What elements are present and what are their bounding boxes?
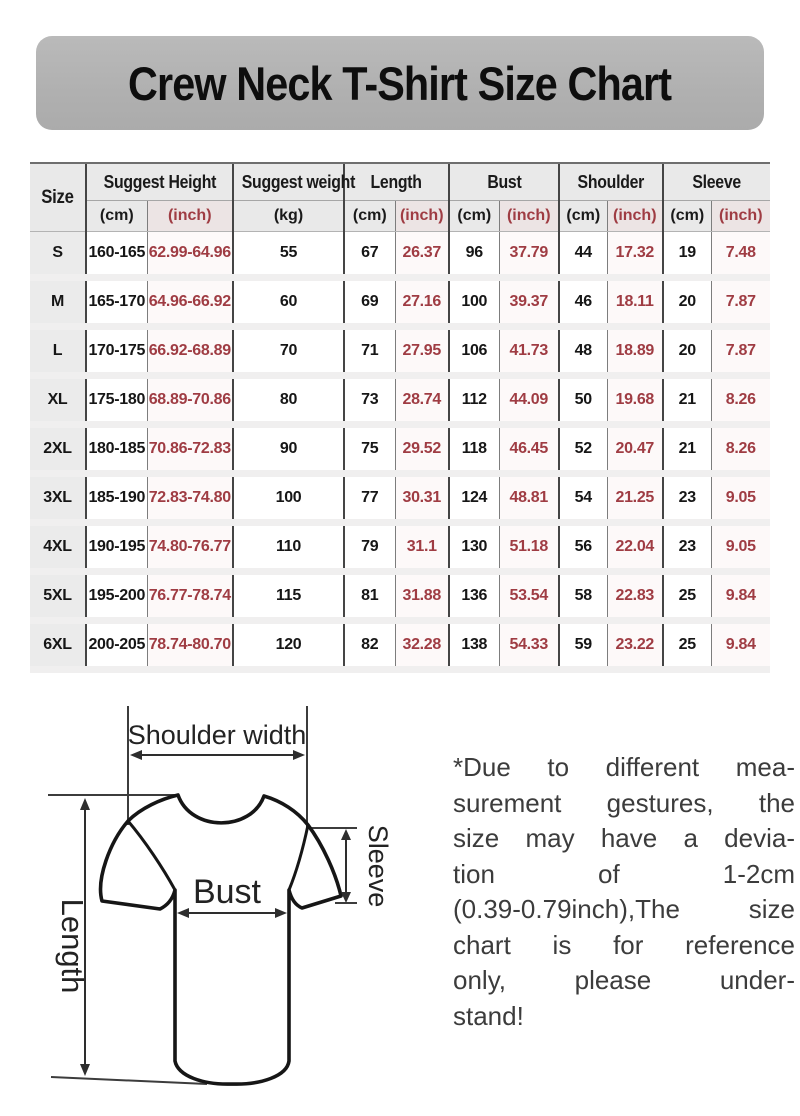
col-header-shoulder: Shoulder bbox=[559, 163, 663, 201]
cell-length-inch: 27.16 bbox=[395, 278, 449, 327]
cell-weight-kg: 120 bbox=[233, 621, 344, 670]
cell-shoulder-inch: 18.89 bbox=[607, 327, 663, 376]
cell-length-inch: 27.95 bbox=[395, 327, 449, 376]
cell-height-cm: 195-200 bbox=[86, 572, 147, 621]
cell-size-label: 6XL bbox=[30, 621, 86, 670]
cell-shoulder-inch: 20.47 bbox=[607, 425, 663, 474]
cell-sleeve-inch: 9.05 bbox=[711, 474, 770, 523]
cell-sleeve-inch: 7.87 bbox=[711, 278, 770, 327]
cell-weight-kg: 60 bbox=[233, 278, 344, 327]
cell-bust-inch: 51.18 bbox=[499, 523, 559, 572]
cell-length-inch: 31.1 bbox=[395, 523, 449, 572]
unit-shoulder-inch: (inch) bbox=[607, 201, 663, 232]
cell-sleeve-inch: 9.84 bbox=[711, 621, 770, 670]
cell-length-cm: 71 bbox=[344, 327, 395, 376]
col-header-bust: Bust bbox=[449, 163, 559, 201]
cell-size-label: 2XL bbox=[30, 425, 86, 474]
cell-shoulder-inch: 18.11 bbox=[607, 278, 663, 327]
cell-length-cm: 81 bbox=[344, 572, 395, 621]
cell-length-inch: 29.52 bbox=[395, 425, 449, 474]
sleeve-seam-right bbox=[289, 825, 308, 890]
note-line: size may have a devia- bbox=[453, 823, 795, 853]
cell-size-label: S bbox=[30, 232, 86, 278]
cell-shoulder-cm: 44 bbox=[559, 232, 607, 278]
cell-height-inch: 74.80-76.77 bbox=[147, 523, 233, 572]
table-row bbox=[30, 376, 770, 425]
cell-bust-cm: 130 bbox=[449, 523, 499, 572]
cell-bust-cm: 96 bbox=[449, 232, 499, 278]
cell-height-cm: 170-175 bbox=[86, 327, 147, 376]
cell-length-cm: 73 bbox=[344, 376, 395, 425]
table-row bbox=[30, 621, 770, 670]
arrow-head-up-icon bbox=[341, 829, 351, 840]
table-row bbox=[30, 425, 770, 474]
cell-size-label: 3XL bbox=[30, 474, 86, 523]
cell-height-cm: 175-180 bbox=[86, 376, 147, 425]
note-line: chart is for reference bbox=[453, 929, 795, 960]
cell-bust-inch: 39.37 bbox=[499, 278, 559, 327]
arrow-head-down-icon bbox=[341, 892, 351, 903]
cell-height-inch: 78.74-80.70 bbox=[147, 621, 233, 670]
cell-shoulder-cm: 46 bbox=[559, 278, 607, 327]
cell-length-inch: 26.37 bbox=[395, 232, 449, 278]
cell-sleeve-cm: 20 bbox=[663, 327, 711, 376]
cell-size-label: 5XL bbox=[30, 572, 86, 621]
cell-size-label: M bbox=[30, 278, 86, 327]
cell-weight-kg: 70 bbox=[233, 327, 344, 376]
cell-size-label: 4XL bbox=[30, 523, 86, 572]
cell-bust-cm: 112 bbox=[449, 376, 499, 425]
cell-weight-kg: 80 bbox=[233, 376, 344, 425]
cell-sleeve-inch: 8.26 bbox=[711, 376, 770, 425]
cell-shoulder-inch: 19.68 bbox=[607, 376, 663, 425]
unit-length-cm: (cm) bbox=[344, 201, 395, 232]
title-banner bbox=[36, 36, 764, 130]
page-title: Crew Neck T-Shirt Size Chart bbox=[128, 56, 672, 110]
cell-shoulder-cm: 48 bbox=[559, 327, 607, 376]
cell-sleeve-inch: 9.05 bbox=[711, 523, 770, 572]
col-header-suggest-height: Suggest Height bbox=[86, 163, 233, 201]
cell-sleeve-cm: 19 bbox=[663, 232, 711, 278]
cell-bust-inch: 48.81 bbox=[499, 474, 559, 523]
cell-weight-kg: 115 bbox=[233, 572, 344, 621]
col-header-size: Size bbox=[30, 163, 86, 232]
shoulder-width-label: Shoulder width bbox=[127, 720, 307, 750]
cell-bust-cm: 118 bbox=[449, 425, 499, 474]
cell-sleeve-cm: 21 bbox=[663, 376, 711, 425]
cell-sleeve-inch: 8.26 bbox=[711, 425, 770, 474]
cell-weight-kg: 55 bbox=[233, 232, 344, 278]
sleeve-label: Sleeve bbox=[363, 824, 393, 908]
cell-shoulder-cm: 50 bbox=[559, 376, 607, 425]
cell-height-inch: 62.99-64.96 bbox=[147, 232, 233, 278]
cell-size-label: L bbox=[30, 327, 86, 376]
note-line: only, please under- bbox=[453, 965, 795, 995]
cell-shoulder-cm: 52 bbox=[559, 425, 607, 474]
cell-shoulder-inch: 22.04 bbox=[607, 523, 663, 572]
bust-label: Bust bbox=[192, 873, 262, 911]
cell-shoulder-cm: 58 bbox=[559, 572, 607, 621]
table-row bbox=[30, 327, 770, 376]
table-row bbox=[30, 278, 770, 327]
cell-sleeve-cm: 25 bbox=[663, 621, 711, 670]
cell-bust-cm: 100 bbox=[449, 278, 499, 327]
size-chart-table bbox=[30, 162, 770, 673]
cell-sleeve-cm: 23 bbox=[663, 474, 711, 523]
cell-height-cm: 165-170 bbox=[86, 278, 147, 327]
note-line: stand! bbox=[453, 1000, 524, 1031]
arrow-head-down-icon bbox=[80, 1064, 90, 1076]
cell-length-cm: 79 bbox=[344, 523, 395, 572]
length-label: Length bbox=[55, 898, 90, 994]
unit-height-inch: (inch) bbox=[147, 201, 233, 232]
unit-bust-cm: (cm) bbox=[449, 201, 499, 232]
cell-bust-inch: 41.73 bbox=[499, 327, 559, 376]
arrow-head-up-icon bbox=[80, 798, 90, 810]
cell-height-inch: 66.92-68.89 bbox=[147, 327, 233, 376]
cell-sleeve-inch: 7.87 bbox=[711, 327, 770, 376]
col-header-sleeve: Sleeve bbox=[663, 163, 770, 201]
unit-sleeve-inch: (inch) bbox=[711, 201, 770, 232]
cell-bust-cm: 138 bbox=[449, 621, 499, 670]
arrow-head-left-icon bbox=[130, 750, 142, 760]
cell-length-inch: 28.74 bbox=[395, 376, 449, 425]
table-row bbox=[30, 474, 770, 523]
cell-height-cm: 190-195 bbox=[86, 523, 147, 572]
size-chart-body bbox=[30, 232, 770, 670]
table-header bbox=[30, 163, 770, 232]
note-line: (0.39-0.79inch),The size bbox=[453, 894, 795, 924]
cell-height-cm: 200-205 bbox=[86, 621, 147, 670]
cell-sleeve-cm: 25 bbox=[663, 572, 711, 621]
cell-length-inch: 31.88 bbox=[395, 572, 449, 621]
cell-shoulder-cm: 54 bbox=[559, 474, 607, 523]
cell-length-inch: 32.28 bbox=[395, 621, 449, 670]
cell-shoulder-cm: 56 bbox=[559, 523, 607, 572]
cell-bust-inch: 54.33 bbox=[499, 621, 559, 670]
col-header-suggest-weight: Suggest weight bbox=[233, 163, 344, 201]
cell-sleeve-cm: 20 bbox=[663, 278, 711, 327]
cell-bust-inch: 44.09 bbox=[499, 376, 559, 425]
cell-height-inch: 72.83-74.80 bbox=[147, 474, 233, 523]
note-line: tion of 1-2cm bbox=[453, 858, 795, 889]
tshirt-diagram-svg bbox=[35, 698, 440, 1113]
table-row bbox=[30, 572, 770, 621]
arrow-head-right-icon bbox=[293, 750, 305, 760]
cell-bust-cm: 124 bbox=[449, 474, 499, 523]
cell-sleeve-inch: 7.48 bbox=[711, 232, 770, 278]
col-header-length: Length bbox=[344, 163, 449, 201]
cell-height-inch: 70.86-72.83 bbox=[147, 425, 233, 474]
cell-length-cm: 82 bbox=[344, 621, 395, 670]
cell-length-cm: 67 bbox=[344, 232, 395, 278]
cell-bust-cm: 136 bbox=[449, 572, 499, 621]
cell-bust-inch: 46.45 bbox=[499, 425, 559, 474]
cell-size-label: XL bbox=[30, 376, 86, 425]
cell-shoulder-inch: 23.22 bbox=[607, 621, 663, 670]
table-row bbox=[30, 232, 770, 278]
cell-sleeve-cm: 23 bbox=[663, 523, 711, 572]
cell-height-inch: 76.77-78.74 bbox=[147, 572, 233, 621]
cell-shoulder-inch: 17.32 bbox=[607, 232, 663, 278]
cell-length-cm: 77 bbox=[344, 474, 395, 523]
cell-shoulder-cm: 59 bbox=[559, 621, 607, 670]
cell-weight-kg: 100 bbox=[233, 474, 344, 523]
cell-height-inch: 64.96-66.92 bbox=[147, 278, 233, 327]
cell-length-inch: 30.31 bbox=[395, 474, 449, 523]
note-text bbox=[453, 750, 795, 1034]
cell-shoulder-inch: 22.83 bbox=[607, 572, 663, 621]
note-line: surement gestures, the bbox=[453, 787, 795, 818]
cell-height-inch: 68.89-70.86 bbox=[147, 376, 233, 425]
note-line: *Due to different mea- bbox=[453, 752, 795, 782]
cell-sleeve-cm: 21 bbox=[663, 425, 711, 474]
cell-sleeve-inch: 9.84 bbox=[711, 572, 770, 621]
unit-length-inch: (inch) bbox=[395, 201, 449, 232]
cell-length-cm: 69 bbox=[344, 278, 395, 327]
arrow-head-left-icon bbox=[177, 908, 189, 918]
tshirt-measurement-diagram bbox=[35, 698, 440, 1113]
table-row bbox=[30, 523, 770, 572]
cell-bust-cm: 106 bbox=[449, 327, 499, 376]
unit-height-cm: (cm) bbox=[86, 201, 147, 232]
unit-weight-kg: (kg) bbox=[233, 201, 344, 232]
cell-weight-kg: 110 bbox=[233, 523, 344, 572]
length-ref-line-bottom bbox=[51, 1077, 207, 1084]
cell-length-cm: 75 bbox=[344, 425, 395, 474]
sleeve-seam-left bbox=[128, 821, 175, 890]
unit-bust-inch: (inch) bbox=[499, 201, 559, 232]
arrow-head-right-icon bbox=[275, 908, 287, 918]
cell-height-cm: 160-165 bbox=[86, 232, 147, 278]
unit-shoulder-cm: (cm) bbox=[559, 201, 607, 232]
cell-shoulder-inch: 21.25 bbox=[607, 474, 663, 523]
cell-height-cm: 180-185 bbox=[86, 425, 147, 474]
cell-bust-inch: 53.54 bbox=[499, 572, 559, 621]
cell-weight-kg: 90 bbox=[233, 425, 344, 474]
cell-height-cm: 185-190 bbox=[86, 474, 147, 523]
cell-bust-inch: 37.79 bbox=[499, 232, 559, 278]
unit-sleeve-cm: (cm) bbox=[663, 201, 711, 232]
